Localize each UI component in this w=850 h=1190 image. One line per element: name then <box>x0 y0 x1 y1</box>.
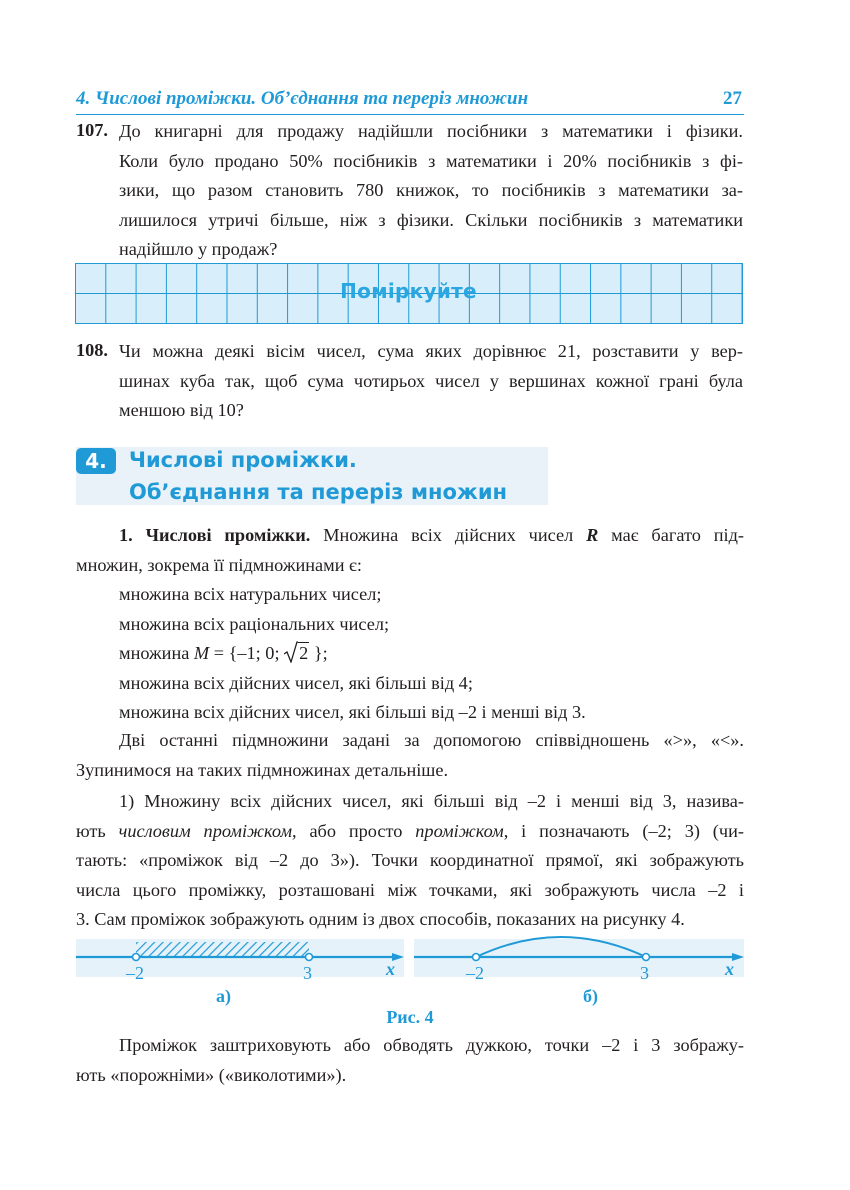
list-item: множина всіх дійсних чисел, які більші від –2 і менші від 3. <box>119 702 586 722</box>
section-number-badge: 4. <box>76 448 116 474</box>
list-item: множина M = {–1; 0; 2 }; <box>119 639 743 669</box>
text-line: шинах куба так, щоб сума чотирьох чисел у вершинах кожної грані була <box>119 370 743 391</box>
list-item: множина всіх натуральних чисел; <box>119 584 382 604</box>
figure-4 <box>76 935 744 1035</box>
text-line: меншою від 10? <box>119 400 244 420</box>
figure-a-tick-right: 3 <box>303 963 312 983</box>
figure-a-label: а) <box>216 986 231 1006</box>
section-title-line-1: Числові проміжки. <box>129 448 357 472</box>
text-line: лишилося утричі більше, ніж з фізики. Скільки посібників з математики <box>119 209 743 230</box>
figure-b-open-point-right <box>643 954 650 961</box>
paragraph-intro: 1. Числові проміжки. Множина всіх дійсних чисел R має багато під- множин, зокрема її підмножинами є: <box>76 525 744 575</box>
figure-a-axis-label: x <box>386 959 395 979</box>
paragraph-interval-definition: 1) Множину всіх дійсних чисел, які більші від –2 і менші від 3, назива- ють числовим проміжком, або просто проміжком, і позначають (–2; 3) (чи- тають: «проміжок від –2 до 3»). Точки координатної прямої, які зображують числа цього проміжку, розташовані між точками, які зображують числа –2 і 3. Сам проміжок зображують одним із двох способів, показаних на рисунку 4. <box>76 791 744 929</box>
paragraph-interval-depiction: Проміжок заштриховують або обводять дужкою, точки –2 і 3 зображу- ють «порожніми» («виколотими»). <box>76 1035 744 1085</box>
paragraph-relations: Дві останні підмножини задані за допомогою співвідношень «>», «<». Зупинимося на таких підмножинах детальніше. <box>76 730 744 780</box>
figure-b-tick-left: –2 <box>466 963 484 983</box>
think-box-label: Поміркуйте <box>340 279 477 303</box>
figure-b-tick-right: 3 <box>640 963 649 983</box>
subsets-list <box>119 580 743 728</box>
figure-a-open-point-right <box>306 954 313 961</box>
list-item: множина всіх дійсних чисел, які більші від 4; <box>119 672 473 693</box>
running-header-title: 4. Числові проміжки. Об’єднання та переріз множин <box>76 88 529 109</box>
problem-108-number: 108. <box>76 340 108 360</box>
problem-107-text <box>119 117 743 265</box>
page-number: 27 <box>723 88 742 109</box>
square-root: 2 <box>284 639 309 669</box>
term-numeric-interval: числовим проміжком <box>118 820 292 841</box>
text-line: зики, що разом становить 780 книжок, то посібників з математики за- <box>119 180 743 200</box>
text-line: Коли було продано 50% посібників з математики і 20% посібників з фі- <box>119 150 743 171</box>
figure-a-tick-left: –2 <box>126 963 144 983</box>
term-interval: проміжком <box>415 820 504 841</box>
figure-b-open-point-left <box>473 954 480 961</box>
think-box <box>75 263 743 324</box>
running-header <box>76 86 744 115</box>
problem-108-text <box>119 337 743 426</box>
subsection-heading: 1. Числові проміжки. <box>119 525 311 545</box>
figure-a-open-point-left <box>133 954 140 961</box>
section-title-line-2: Об’єднання та переріз множин <box>129 480 508 504</box>
radical-sign-icon <box>284 641 298 663</box>
figure-b-label: б) <box>583 986 598 1006</box>
figure-b-axis-label: x <box>725 959 734 979</box>
problem-107-number: 107. <box>76 120 108 140</box>
set-R: R <box>586 525 599 545</box>
text-line: надійшло у продаж? <box>119 239 278 259</box>
figure-a-hatched-interval <box>136 942 309 956</box>
text-line: Чи можна деякі вісім чисел, сума яких дорівнює 21, розставити у вер- <box>119 341 743 361</box>
list-item: множина всіх раціональних чисел; <box>119 613 390 634</box>
text-line: До книгарні для продажу надійшли посібники з математики і фізики. <box>119 121 743 141</box>
figure-caption: Рис. 4 <box>386 1007 434 1027</box>
